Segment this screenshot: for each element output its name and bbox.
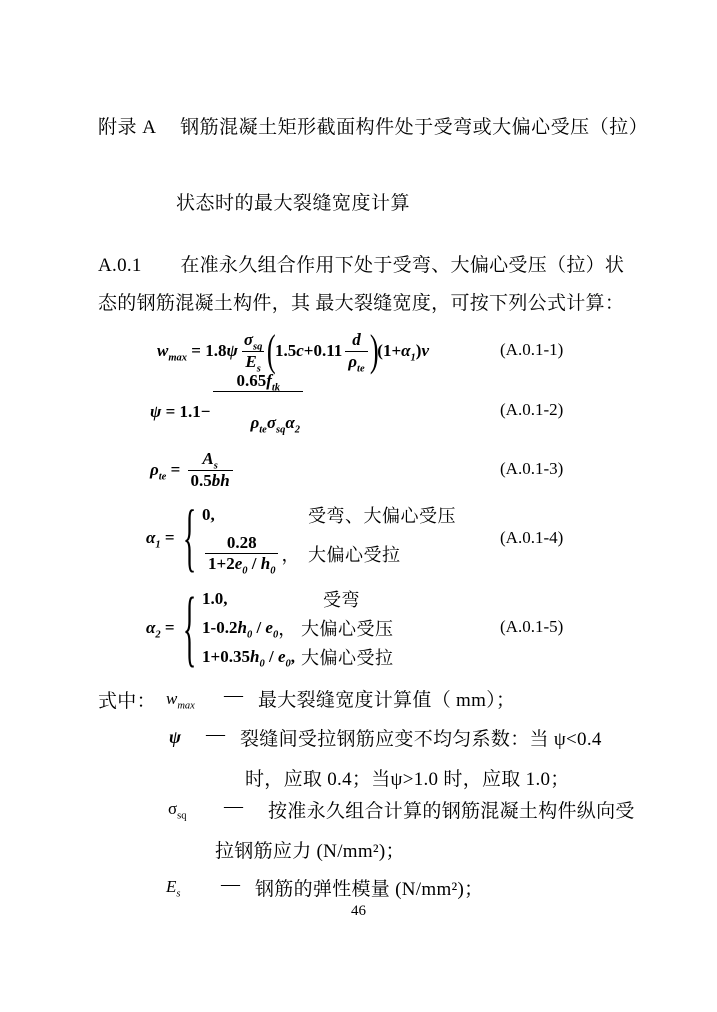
eq5-case-2: 1-0.2 $h_0$ / $e_0$ ， 大偏心受压 xyxy=(202,618,394,641)
def-sigma-text-line2: 拉钢筋应力 (N/mm²)； xyxy=(215,841,405,862)
symbol-wmax: $w_{max}$ xyxy=(166,689,195,712)
eq1-lhs: $w_{max}$ xyxy=(157,341,188,364)
eq2-fraction: $\frac{0.65f_{tk}}{\rho_{te}\sigma_{sq}\alpha_2}$ xyxy=(213,371,303,454)
symbol-sigma-sq: $\sigma_{sq}$ xyxy=(168,799,187,822)
clause-text-line1: A.0.1 在准永久组合作用下处于受弯、大偏心受压（拉）状 xyxy=(98,255,625,276)
equation-2-label: (A.0.1-2) xyxy=(500,400,564,419)
appendix-title-line1: 附录 A 钢筋混凝土矩形截面构件处于受弯或大偏心受压（拉） xyxy=(98,117,649,138)
eq5-case-3: 1+0.35 $h_0$ / $e_0$ , 大偏心受拉 xyxy=(202,647,394,670)
def-dash: — xyxy=(206,724,225,745)
def-sigma-text-line1: 按准永久组合计算的钢筋混凝土构件纵向受 xyxy=(268,801,635,822)
def-psi-text-line1: 裂缝间受拉钢筋应变不均匀系数：当 ψ<0.4 xyxy=(240,729,602,750)
cases-brace: { xyxy=(182,578,197,676)
clause-text-line2: 态的钢筋混凝土构件，其 最大裂缝宽度，可按下列公式计算： xyxy=(98,293,625,314)
equation-3: $\rho_{te}$ = $\frac{A_s}{0.5bh}$ xyxy=(150,447,236,493)
where-lead: 式中： xyxy=(98,691,156,712)
left-paren: ( xyxy=(267,326,277,376)
symbol-Es: $E_s$ xyxy=(166,877,181,900)
page-number: 46 xyxy=(351,903,366,919)
def-dash: — xyxy=(221,874,240,895)
def-Es-text: 钢筋的弹性模量 (N/mm²)； xyxy=(255,879,484,900)
eq4-case-1: 0, 受弯、大偏心受压 xyxy=(202,504,457,526)
equation-1-label: (A.0.1-1) xyxy=(500,340,564,359)
eq3-fraction: $\frac{A_s}{0.5bh}$ xyxy=(188,449,233,491)
eq5-case-1: 1.0, 受弯 xyxy=(202,589,361,610)
appendix-title-line2: 状态时的最大裂缝宽度计算 xyxy=(176,193,411,214)
equation-4-label: (A.0.1-4) xyxy=(500,528,564,547)
cases-brace: { xyxy=(182,494,197,580)
def-psi-text-line2: 时，应取 0.4；当ψ>1.0 时，应取 1.0； xyxy=(245,769,570,790)
def-dash: — xyxy=(224,796,243,817)
eq1-d-fraction: $\frac{d}{\rho_{te}}$ xyxy=(345,330,367,372)
equation-4: $\alpha_1$ = { 0, 受弯、大偏心受压 $\frac{0.28}{1+2e_0 / h_0}$ ， 大偏心受拉 xyxy=(146,494,457,580)
right-paren: ) xyxy=(369,326,379,376)
def-dash: — xyxy=(224,685,243,706)
eq4-cases xyxy=(202,502,456,575)
eq4-case2-fraction: $\frac{0.28}{1+2e_0 / h_0}$ xyxy=(205,533,278,575)
equation-5-label: (A.0.1-5) xyxy=(500,617,564,636)
equation-3-label: (A.0.1-3) xyxy=(500,459,564,478)
def-wmax-text: 最大裂缝宽度计算值（ mm）； xyxy=(258,690,516,711)
equation-1: $w_{max}$ = 1.8 ψ $\frac{\sigma_{sq}}{E_s}$ ( 1.5 c +0.11 $\frac{d}{\rho_{te}}$ ) (1+ $\alpha_1$ ) ν xyxy=(157,326,430,376)
equation-2: ψ = 1.1− $\frac{0.65f_{tk}}{\rho_{te}\sigma_{sq}\alpha_2}$ xyxy=(150,387,306,437)
eq5-cases xyxy=(202,586,394,670)
equation-5: $\alpha_2$ = { 1.0, 受弯 1-0.2 $h_0$ / $e_0$ ， 大偏心受压 1+0.35 $h_0$ / $e_0$ , 大偏心受拉 xyxy=(146,578,394,676)
symbol-psi: ψ xyxy=(169,727,182,747)
eq4-case-2: $\frac{0.28}{1+2e_0 / h_0}$ ， 大偏心受拉 xyxy=(202,533,456,575)
eq1-stress-fraction: $\frac{\sigma_{sq}}{E_s}$ xyxy=(243,330,263,374)
